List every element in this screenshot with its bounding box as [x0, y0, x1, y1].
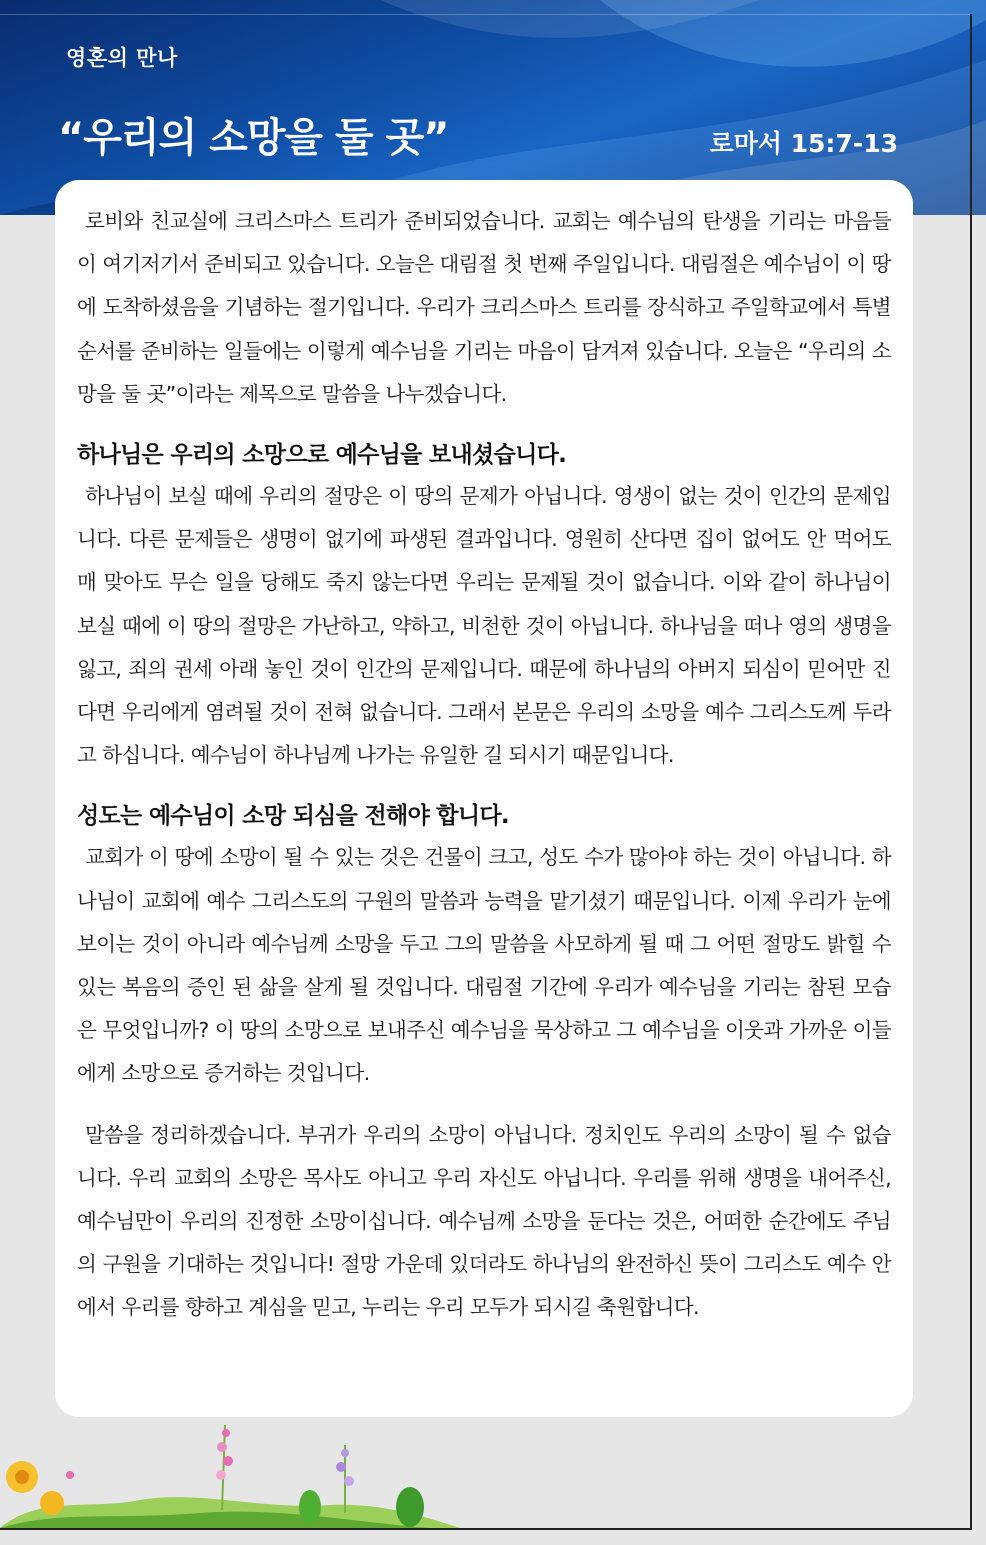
frame-bottom-line — [0, 1528, 972, 1530]
sermon-card — [55, 180, 913, 1417]
pink-bud-icon — [66, 1471, 74, 1479]
section-label: 영혼의 만나 — [66, 46, 178, 70]
section-heading-1: 하나님은 우리의 소망으로 예수님을 보내셨습니다. — [77, 442, 567, 469]
intro-paragraph: 로비와 친교실에 크리스마스 트리가 준비되었습니다. 교회는 예수님의 탄생을 기리는 마음들이 여기저기서 준비되고 있습니다. 오늘은 대림절 첫 번째 주일입니다. 대림절은 예수님이 이 땅에 도착하셨음을 기념하는 절기입니다. 우리가 크리스마스 트리를 장식하고 주일학교에서 특별순서를 준비하는 일들에는 이렇게 예수님을 기리는 마음이 담겨져 있습니다. 오늘은 “우리의 소망을 둘 곳”이라는 제목으로 말씀을 나누겠습니다. — [77, 209, 891, 406]
body-paragraph-2: 교회가 이 땅에 소망이 될 수 있는 것은 건물이 크고, 성도 수가 많아야 하는 것이 아닙니다. 하나님이 교회에 예수 그리스도의 구원의 말씀과 능력을 맡기셨기 때문입니다. 이제 우리가 눈에 보이는 것이 아니라 예수님께 소망을 두고 그의 말씀을 사모하게 될 때 그 어떤 절망도 밝힐 수 있는 복음의 증인 된 삶을 살게 될 것입니다. 대림절 기간에 우리가 예수님을 기리는 참된 모습은 무엇입니까? 이 땅의 소망으로 보내주신 예수님을 묵상하고 그 예수님을 이웃과 가까운 이들에게 소망으로 증거하는 것입니다. — [77, 845, 891, 1086]
pink-bud-icon — [217, 1442, 227, 1452]
stem-icon — [222, 1425, 225, 1510]
pink-bud-icon — [223, 1456, 233, 1466]
frame-top-line — [0, 14, 972, 15]
yellow-flower-icon — [40, 1491, 64, 1515]
paragraph-gap — [77, 1096, 891, 1114]
pink-bud-icon — [222, 1429, 230, 1437]
closing-paragraph: 말씀을 정리하겠습니다. 부귀가 우리의 소망이 아닙니다. 정치인도 우리의 소망이 될 수 없습니다. 우리 교회의 소망은 목사도 아니고 우리 자신도 아닙니다. 우리를 위해 생명을 내어주신, 예수님만이 우리의 진정한 소망이십니다. 예수님께 소망을 둔다는 것은, 어떠한 순간에도 주님의 구원을 기대하는 것입니다! 절망 가운데 있더라도 하나님의 완전하신 뜻이 그리스도 예수 안에서 우리를 향하고 계심을 믿고, 누리는 우리 모두가 되시길 축원합니다. — [77, 1122, 891, 1320]
lavender-bud-icon — [341, 1449, 349, 1457]
leaf-icon — [396, 1487, 424, 1527]
body-paragraph-1: 하나님이 보실 때에 우리의 절망은 이 땅의 문제가 아닙니다. 영생이 없는 것이 인간의 문제입니다. 다른 문제들은 생명이 없기에 파생된 결과입니다. 영원히 산다면 집이 없어도 안 먹어도 매 맞아도 무슨 일을 당해도 죽지 않는다면 우리는 문제될 것이 없습니다. 이와 같이 하나님이 보실 때에 이 땅의 절망은 가난하고, 약하고, 비천한 것이 아닙니다. 하나님을 떠나 영의 생명을 잃고, 죄의 권세 아래 놓인 것이 인간의 문제입니다. 때문에 하나님의 아버지 되심이 믿어만 진다면 우리에게 염려될 것이 전혀 없습니다. 그래서 본문은 우리의 소망을 예수 그리스도께 두라고 하십니다. 예수님이 하나님께 나가는 유일한 길 되시기 때문입니다. — [77, 484, 891, 768]
sermon-title: “우리의 소망을 둘 곳” — [58, 115, 449, 161]
lavender-bud-icon — [344, 1476, 354, 1486]
leaf-icon — [299, 1490, 321, 1524]
frame-right-line — [970, 14, 972, 1530]
flower-center-icon — [15, 1470, 29, 1484]
flower-decoration — [0, 1415, 460, 1528]
section-heading-2: 성도는 예수님이 소망 되심을 전해야 합니다. — [77, 803, 509, 830]
lavender-bud-icon — [336, 1462, 346, 1472]
pink-bud-icon — [216, 1470, 226, 1480]
scripture-reference: 로마서 15:7-13 — [709, 129, 898, 158]
